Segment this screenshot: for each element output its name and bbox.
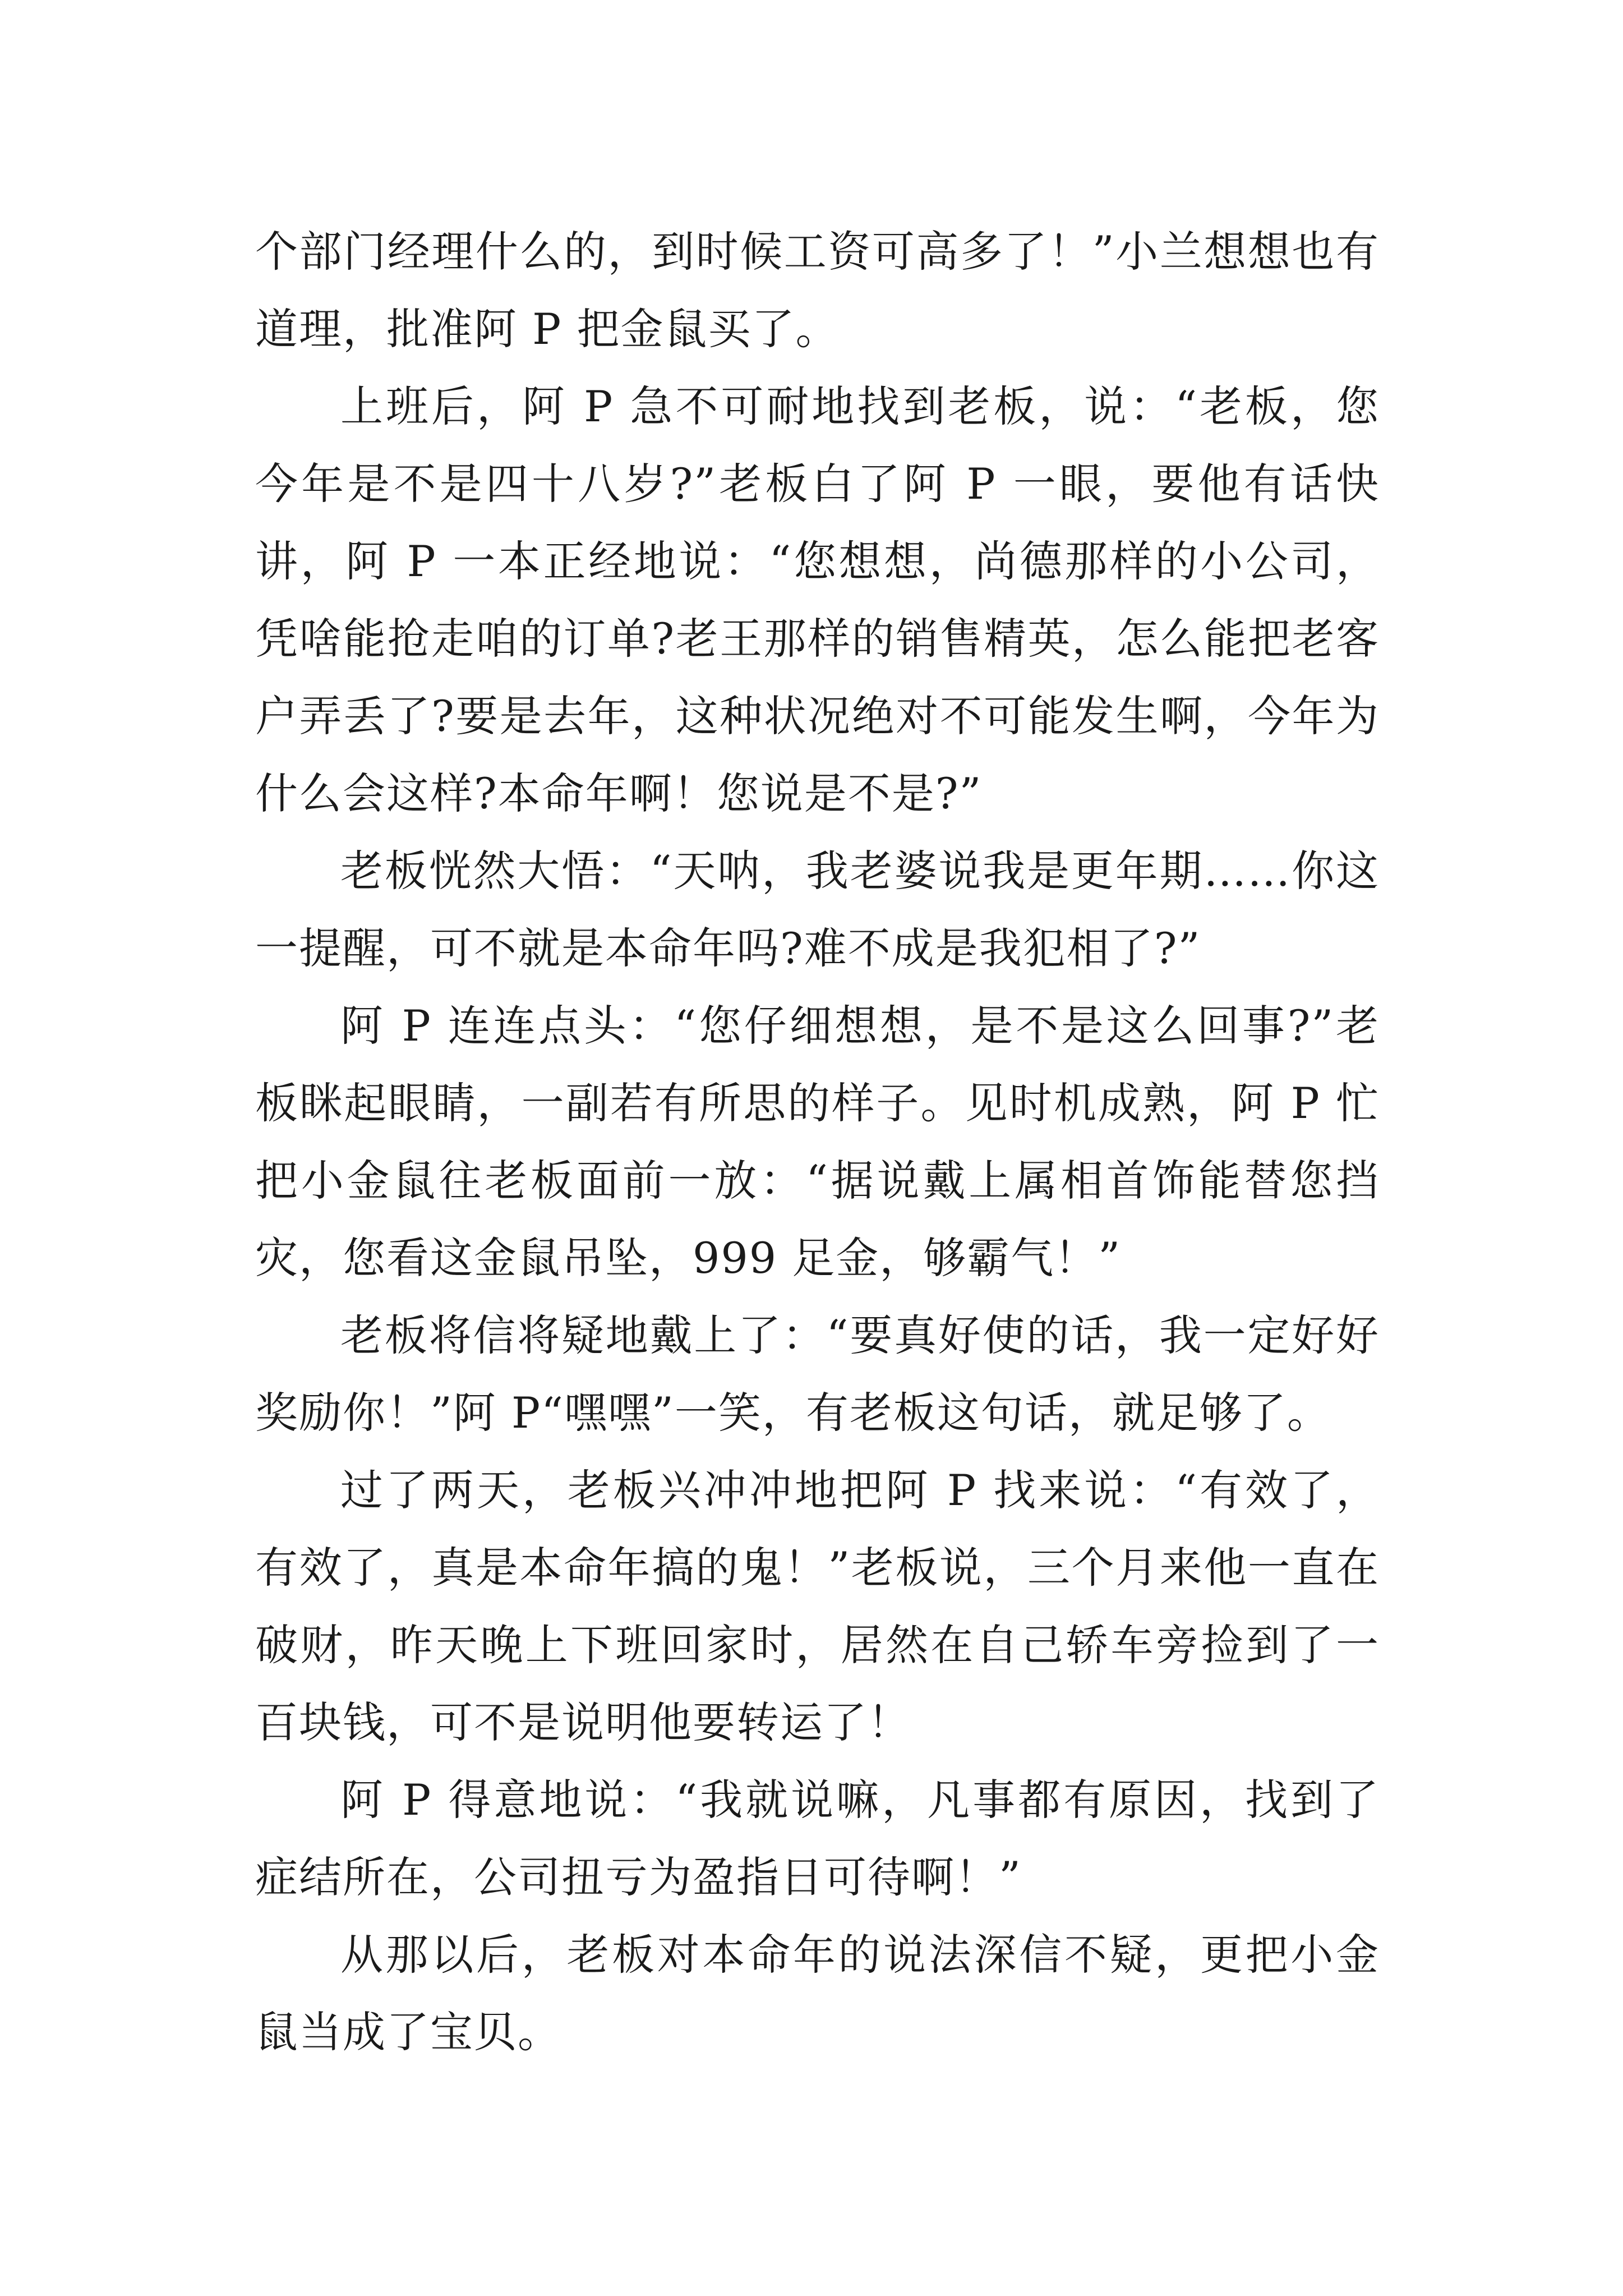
paragraph: 老板恍然大悟：“天呐，我老婆说我是更年期……你这一提醒，可不就是本命年吗?难不成是我犯相了?” bbox=[255, 846, 1380, 973]
paragraph: 从那以后，老板对本命年的说法深信不疑，更把小金鼠当成了宝贝。 bbox=[255, 1930, 1380, 2057]
paragraph: 上班后，阿 P 急不可耐地找到老板，说：“老板，您今年是不是四十八岁?”老板白了阿 P 一眼，要他有话快讲，阿 P 一本正经地说：“您想想，尚德那样的小公司，凭啥能抢走咱的订单?老王那样的销售精英，怎么能把老客户弄丢了?要是去年，这种状况绝对不可能发生啊，今年为什么会这样?本命年啊！您说是不是?” bbox=[255, 381, 1380, 818]
paragraph: 过了两天，老板兴冲冲地把阿 P 找来说：“有效了，有效了，真是本命年搞的鬼！”老板说，三个月来他一直在破财，昨天晚上下班回家时，居然在自己轿车旁捡到了一百块钱，可不是说明他要转运了！ bbox=[255, 1465, 1380, 1747]
story-text bbox=[255, 213, 1380, 2071]
paragraph: 个部门经理什么的，到时候工资可高多了！”小兰想想也有道理，批准阿 P 把金鼠买了。 bbox=[255, 227, 1380, 354]
paragraph: 老板将信将疑地戴上了：“要真好使的话，我一定好好奖励你！”阿 P“嘿嘿”一笑，有老板这句话，就足够了。 bbox=[255, 1310, 1380, 1438]
paragraph: 阿 P 连连点头：“您仔细想想，是不是这么回事?”老板眯起眼睛，一副若有所思的样子。见时机成熟，阿 P 忙把小金鼠往老板面前一放：“据说戴上属相首饰能替您挡灾，您看这金鼠吊坠，999 足金，够霸气！” bbox=[255, 1001, 1380, 1283]
paragraph: 阿 P 得意地说：“我就说嘛，凡事都有原因，找到了症结所在，公司扭亏为盈指日可待啊！” bbox=[255, 1775, 1380, 1902]
